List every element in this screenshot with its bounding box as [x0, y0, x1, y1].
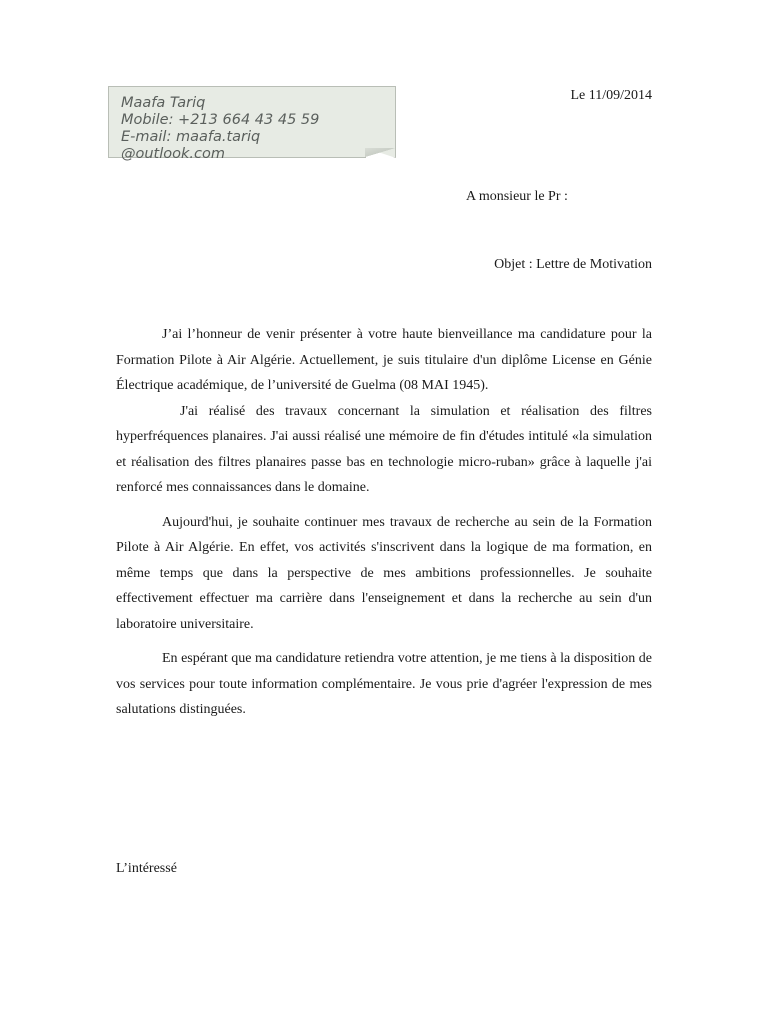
- body-paragraph: Aujourd'hui, je souhaite continuer mes travaux de recherche au sein de la Formation Pilote à Air Algérie. En effet, vos activités s'inscrivent dans la logique de ma formation, en même temps que dans la perspective de mes ambitions professionnelles. Je souhaite effectivement effectuer ma carrière dans l'enseignement et dans la recherche au sein d'un laboratoire universitaire.: [116, 514, 652, 632]
- signature-line: L’intéressé: [116, 861, 177, 876]
- contact-mobile: Mobile: +213 664 43 45 59: [121, 112, 320, 128]
- letter-date: Le 11/09/2014: [570, 88, 652, 103]
- contact-email-line-1: E-mail: maafa.tariq: [121, 129, 261, 145]
- contact-email-line-2: @outlook.com: [121, 146, 225, 162]
- contact-note: [108, 86, 396, 162]
- contact-name: Maafa Tariq: [121, 95, 206, 111]
- letter-body: [116, 322, 652, 723]
- body-paragraph: J'ai réalisé des travaux concernant la simulation et réalisation des filtres hyperfréquences planaires. J'ai aussi réalisé une mémoire de fin d'études intitulé «la simulation et réalisation des filtres planaires passe bas en technologie micro-ruban» grâce à laquelle j'ai renforcé mes connaissances dans le domaine.: [116, 403, 652, 495]
- recipient-line: A monsieur le Pr :: [466, 189, 568, 204]
- subject-line: Objet : Lettre de Motivation: [494, 257, 652, 272]
- body-paragraph: J’ai l’honneur de venir présenter à votre haute bienveillance ma candidature pour la Formation Pilote à Air Algérie. Actuellement, je suis titulaire d'un diplôme License en Génie Électrique académique, de l’université de Guelma (08 MAI 1945).: [116, 327, 652, 393]
- page-curl-flap: [365, 148, 395, 157]
- body-paragraph: En espérant que ma candidature retiendra votre attention, je me tiens à la disposition de vos services pour toute information complémentaire. Je vous prie d'agréer l'expression de mes salutations distinguées.: [116, 651, 652, 717]
